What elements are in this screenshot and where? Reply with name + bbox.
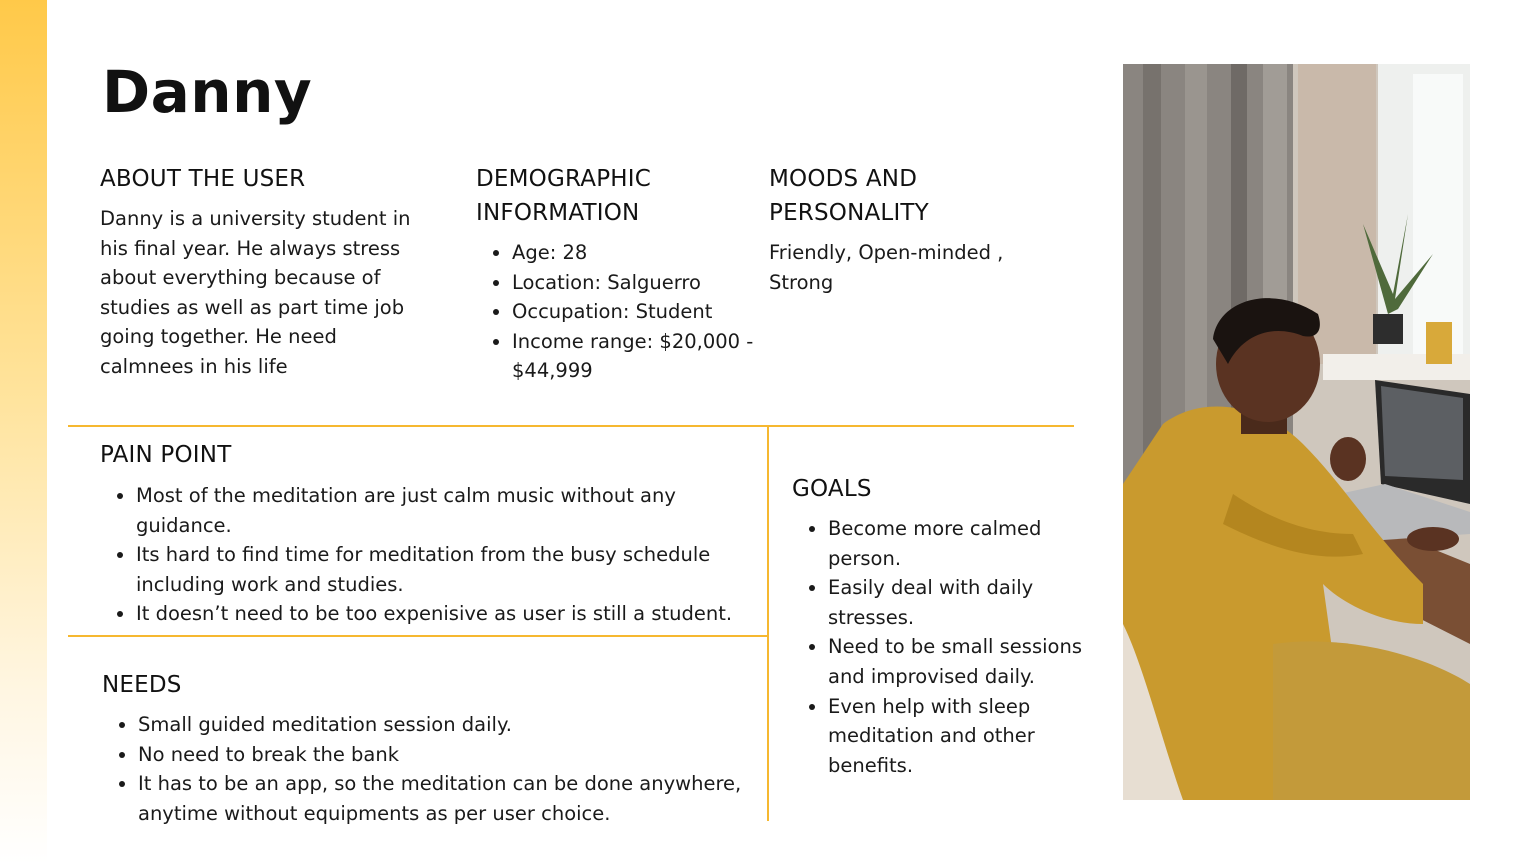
demographic-item-location: • Location: Salguerro xyxy=(512,268,802,298)
about-line: Danny is a university student in xyxy=(100,207,411,230)
pain-point-list xyxy=(100,481,776,629)
moods-heading-line: MOODS AND xyxy=(769,166,918,192)
moods-heading-line: PERSONALITY xyxy=(769,200,929,226)
pain-point-heading: PAIN POINT xyxy=(100,442,232,468)
demographic-heading-line: INFORMATION xyxy=(476,200,640,226)
goals-heading: GOALS xyxy=(792,476,872,502)
persona-photo-illustration xyxy=(1123,64,1470,800)
moods-text xyxy=(769,238,1069,297)
pain-point-item: • Its hard to find time for meditation from the busy schedule including work and studies. xyxy=(136,540,776,599)
about-line: going together. He need xyxy=(100,325,337,349)
about-line: about everything because of xyxy=(100,266,381,290)
demographic-list xyxy=(476,238,802,386)
demographic-heading-line: DEMOGRAPHIC xyxy=(476,166,652,192)
moods-heading xyxy=(769,162,929,230)
goals-list xyxy=(792,514,1090,780)
demographic-item-age: • Age: 28 xyxy=(512,238,802,268)
pain-point-item: • Most of the meditation are just calm music without any guidance. xyxy=(136,481,776,540)
needs-item: • No need to break the bank xyxy=(138,740,758,770)
about-heading: ABOUT THE USER xyxy=(100,166,306,192)
side-accent-stripe xyxy=(0,0,47,864)
goals-item: • Even help with sleep meditation and other benefits. xyxy=(828,692,1090,781)
needs-item: • It has to be an app, so the meditation can be done anywhere, anytime without equipments as per user choice. xyxy=(138,769,758,828)
about-text xyxy=(100,204,430,382)
demographic-heading xyxy=(476,162,651,230)
moods-line: Friendly, Open-minded , xyxy=(769,241,1004,264)
goals-item: • Become more calmed person. xyxy=(828,514,1090,573)
moods-line: Strong xyxy=(769,270,834,294)
needs-heading: NEEDS xyxy=(102,672,182,698)
needs-list xyxy=(102,710,758,828)
demographic-item-income: • Income range: $20,000 - $44,999 xyxy=(512,327,802,386)
about-line: studies as well as part time job xyxy=(100,295,405,319)
persona-name: Danny xyxy=(102,58,313,126)
pain-point-item: • It doesn’t need to be too expenisive as user is still a student. xyxy=(136,599,776,629)
goals-item: • Easily deal with daily stresses. xyxy=(828,573,1090,632)
demographic-item-occupation: • Occupation: Student xyxy=(512,297,802,327)
goals-item: • Need to be small sessions and improvised daily. xyxy=(828,632,1090,691)
divider-horizontal-middle xyxy=(68,635,768,637)
divider-horizontal-top xyxy=(68,425,1074,427)
needs-item: • Small guided meditation session daily. xyxy=(138,710,758,740)
about-line: his final year. He always stress xyxy=(100,236,401,260)
persona-photo xyxy=(1123,64,1470,800)
about-line: calmnees in his life xyxy=(100,354,288,378)
